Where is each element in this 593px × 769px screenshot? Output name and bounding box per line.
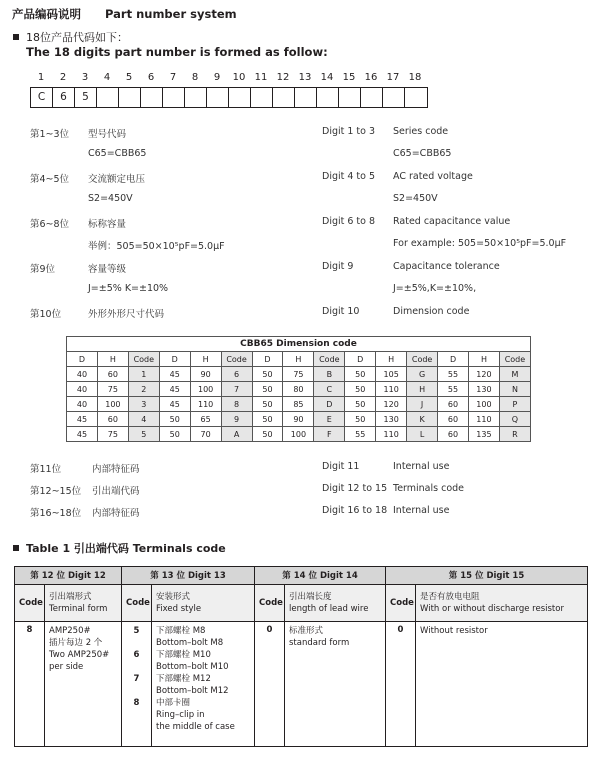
dimension-cell: 40 <box>67 382 98 397</box>
row-text-en: Terminals code <box>393 483 465 494</box>
dimension-cell: 45 <box>159 367 190 382</box>
dimension-cell: D <box>314 397 345 412</box>
dimension-cell: 40 <box>67 367 98 382</box>
row-text-en: Rated capacitance value <box>393 216 511 227</box>
row-label-en: Digit 10 <box>322 306 360 317</box>
digit-box: C <box>31 88 53 107</box>
dimension-cell: 60 <box>438 412 469 427</box>
dimension-cell: 50 <box>345 397 376 412</box>
row-text-cn: 标称容量 <box>88 219 127 230</box>
dimension-header-cell: H <box>190 352 221 367</box>
digit-number: 17 <box>386 72 400 83</box>
dimension-header-cell: H <box>376 352 407 367</box>
digit14-text: 标准形式 standard form <box>285 622 386 747</box>
dimension-cell: 75 <box>97 427 128 442</box>
digit-number: 3 <box>81 72 89 83</box>
dimension-header-cell: Code <box>499 352 530 367</box>
dimension-header-cell: H <box>468 352 499 367</box>
digit-box <box>339 88 361 107</box>
dimension-cell: 45 <box>67 427 98 442</box>
dimension-row <box>67 382 531 397</box>
row-text-en: Series code <box>393 126 449 137</box>
row-text-cn: 容量等级 <box>88 264 127 275</box>
digit-box: 6 <box>53 88 75 107</box>
digit13-codes: 5 6 7 8 <box>122 622 152 747</box>
row-label-cn: 第12~15位 <box>30 486 82 497</box>
digit-boxes <box>30 87 428 108</box>
dimension-cell: A <box>221 427 252 442</box>
digit14-code: 0 <box>255 622 285 747</box>
digit-box <box>119 88 141 107</box>
dimension-cell: 135 <box>468 427 499 442</box>
dimension-cell: 2 <box>128 382 159 397</box>
digit-number: 12 <box>276 72 290 83</box>
digit-number: 10 <box>232 72 246 83</box>
dimension-cell: 3 <box>128 397 159 412</box>
dimension-header-cell: H <box>283 352 314 367</box>
dimension-header-cell: Code <box>128 352 159 367</box>
row-sub-en: For example: 505=50×10⁵pF=5.0μF <box>393 238 567 249</box>
table1-title: Table 1 引出端代码 Terminals code <box>26 542 226 555</box>
dimension-cell: 100 <box>190 382 221 397</box>
dimension-table-title: CBB65 Dimension code <box>67 337 531 352</box>
dimension-cell: 90 <box>190 367 221 382</box>
code-label: Code <box>386 585 416 622</box>
dimension-cell: 55 <box>438 382 469 397</box>
dimension-header-cell: Code <box>314 352 345 367</box>
dimension-cell: 110 <box>468 412 499 427</box>
digit-number: 14 <box>320 72 334 83</box>
dimension-cell: G <box>407 367 438 382</box>
dimension-cell: 60 <box>97 412 128 427</box>
digit12-code: 8 <box>15 622 45 747</box>
dimension-cell: M <box>499 367 530 382</box>
digit14-header: 第 14 位 Digit 14 <box>255 567 386 585</box>
dimension-table-header <box>67 352 531 367</box>
row-label-cn: 第4~5位 <box>30 174 70 185</box>
dimension-header-cell: Code <box>221 352 252 367</box>
dimension-cell: 45 <box>159 397 190 412</box>
dimension-cell: 50 <box>345 412 376 427</box>
dimension-cell: 55 <box>438 367 469 382</box>
dimension-cell: 60 <box>97 367 128 382</box>
dimension-cell: 130 <box>468 382 499 397</box>
dimension-cell: 50 <box>252 367 283 382</box>
digit15-text: Without resistor <box>416 622 588 747</box>
dimension-cell: 40 <box>67 397 98 412</box>
row-sub-en: S2=450V <box>393 193 438 204</box>
digit-number: 13 <box>298 72 312 83</box>
dimension-cell: N <box>499 382 530 397</box>
digit15-code: 0 <box>386 622 416 747</box>
row-text-en: Internal use <box>393 461 450 472</box>
row-label-en: Digit 16 to 18 <box>322 505 388 516</box>
dimension-cell: 110 <box>376 427 407 442</box>
row-text-en: Capacitance tolerance <box>393 261 500 272</box>
dimension-row <box>67 427 531 442</box>
dimension-cell: 65 <box>190 412 221 427</box>
dimension-cell: 9 <box>221 412 252 427</box>
digit12-header: 第 12 位 Digit 12 <box>15 567 122 585</box>
title-cn: 产品编码说明 <box>12 7 81 21</box>
row-label-cn: 第1~3位 <box>30 129 70 140</box>
dimension-cell: Q <box>499 412 530 427</box>
digit-number: 1 <box>37 72 45 83</box>
row-text-cn: 内部特征码 <box>92 464 140 475</box>
dimension-cell: 85 <box>283 397 314 412</box>
dimension-cell: 50 <box>159 427 190 442</box>
digit-box <box>163 88 185 107</box>
row-label-cn: 第16~18位 <box>30 508 82 519</box>
dimension-cell: 50 <box>252 397 283 412</box>
dimension-cell: 6 <box>221 367 252 382</box>
digit-number: 8 <box>191 72 199 83</box>
page-header <box>12 6 257 22</box>
digit12-text: AMP250# 插片每边 2 个 Two AMP250# per side <box>45 622 122 747</box>
code-label: Code <box>15 585 45 622</box>
dimension-cell: 100 <box>97 397 128 412</box>
row-sub-en: J=±5%,K=±10%, <box>393 283 477 294</box>
digit-number: 15 <box>342 72 356 83</box>
dimension-cell: 80 <box>283 382 314 397</box>
row-label-cn: 第11位 <box>30 464 62 475</box>
digit-number: 5 <box>125 72 133 83</box>
digit-box <box>97 88 119 107</box>
dimension-cell: 100 <box>468 397 499 412</box>
dimension-header-cell: D <box>67 352 98 367</box>
dimension-cell: 5 <box>128 427 159 442</box>
dimension-cell: 7 <box>221 382 252 397</box>
code-label: Code <box>122 585 152 622</box>
dimension-cell: C <box>314 382 345 397</box>
row-text-cn: 内部特征码 <box>92 508 140 519</box>
digit-box <box>361 88 383 107</box>
row-label-en: Digit 9 <box>322 261 354 272</box>
digit15-header: 第 15 位 Digit 15 <box>386 567 588 585</box>
intro-cn: 18位产品代码如下： <box>26 31 128 44</box>
dimension-cell: J <box>407 397 438 412</box>
dimension-cell: L <box>407 427 438 442</box>
dimension-cell: 50 <box>345 382 376 397</box>
dimension-cell: K <box>407 412 438 427</box>
intro-en: The 18 digits part number is formed as follow: <box>26 45 328 59</box>
row-sub-cn: 举例：505=50×10⁵pF=5.0μF <box>88 241 225 252</box>
row-label-en: Digit 4 to 5 <box>322 171 376 182</box>
digit-box <box>317 88 339 107</box>
dimension-cell: 110 <box>376 382 407 397</box>
dimension-cell: 45 <box>159 382 190 397</box>
dimension-cell: 90 <box>283 412 314 427</box>
dimension-cell: 120 <box>376 397 407 412</box>
digit-box <box>405 88 427 107</box>
dimension-cell: 50 <box>252 412 283 427</box>
digit-box <box>383 88 405 107</box>
digit-box <box>207 88 229 107</box>
dimension-row <box>67 412 531 427</box>
dimension-cell: 45 <box>67 412 98 427</box>
dimension-cell: 50 <box>345 367 376 382</box>
row-label-en: Digit 12 to 15 <box>322 483 388 494</box>
code-label: Code <box>255 585 285 622</box>
row-text-en: AC rated voltage <box>393 171 473 182</box>
row-label-cn: 第9位 <box>30 264 56 275</box>
digit-number: 7 <box>169 72 177 83</box>
row-label-en: Digit 1 to 3 <box>322 126 376 137</box>
digit-number: 2 <box>59 72 67 83</box>
digit-number: 9 <box>213 72 221 83</box>
digit13-text: 下部螺栓 M8 Bottom–bolt M8 下部螺栓 M10 Bottom–bolt M10 下部螺栓 M12 Bottom–bolt M12 中部卡圈 Ring–clip in the middle of case <box>152 622 255 747</box>
row-label-en: Digit 11 <box>322 461 360 472</box>
dimension-cell: 120 <box>468 367 499 382</box>
title-en: Part number system <box>105 7 237 21</box>
bullet-icon <box>13 34 19 40</box>
dimension-header-cell: D <box>345 352 376 367</box>
digit-box <box>229 88 251 107</box>
digit-number: 11 <box>254 72 268 83</box>
dimension-cell: 50 <box>159 412 190 427</box>
digit-number: 4 <box>103 72 111 83</box>
digit13-header: 第 13 位 Digit 13 <box>122 567 255 585</box>
dimension-cell: F <box>314 427 345 442</box>
row-sub-cn: C65=CBB65 <box>88 148 147 159</box>
digit-box: 5 <box>75 88 97 107</box>
dimension-header-cell: D <box>438 352 469 367</box>
dimension-cell: B <box>314 367 345 382</box>
row-text-cn: 外形外形尺寸代码 <box>88 309 165 320</box>
dimension-cell: 60 <box>438 427 469 442</box>
digit-number: 18 <box>408 72 422 83</box>
dimension-cell: 75 <box>97 382 128 397</box>
dimension-cell: H <box>407 382 438 397</box>
dimension-header-cell: Code <box>407 352 438 367</box>
digit-number: 6 <box>147 72 155 83</box>
digit-box <box>185 88 207 107</box>
row-label-en: Digit 6 to 8 <box>322 216 376 227</box>
dimension-cell: 50 <box>252 382 283 397</box>
digit12-desc: 引出端形式 Terminal form <box>45 585 122 622</box>
digit13-desc: 安装形式 Fixed style <box>152 585 255 622</box>
dimension-cell: 1 <box>128 367 159 382</box>
dimension-cell: 60 <box>438 397 469 412</box>
dimension-row <box>67 367 531 382</box>
dimension-cell: 4 <box>128 412 159 427</box>
bullet-icon <box>13 545 19 551</box>
dimension-cell: 100 <box>283 427 314 442</box>
dimension-cell: P <box>499 397 530 412</box>
digit14-desc: 引出端长度 length of lead wire <box>285 585 386 622</box>
digit-box <box>251 88 273 107</box>
row-sub-en: C65=CBB65 <box>393 148 452 159</box>
row-label-cn: 第10位 <box>30 309 62 320</box>
digit-box <box>295 88 317 107</box>
dimension-header-cell: H <box>97 352 128 367</box>
digit-box <box>273 88 295 107</box>
digit15-desc: 是否有放电电阻 With or without discharge resistor <box>416 585 588 622</box>
dimension-cell: 130 <box>376 412 407 427</box>
dimension-cell: 8 <box>221 397 252 412</box>
dimension-cell: 50 <box>252 427 283 442</box>
dimension-cell: 70 <box>190 427 221 442</box>
row-label-cn: 第6~8位 <box>30 219 70 230</box>
dimension-cell: 55 <box>345 427 376 442</box>
dimension-header-cell: D <box>252 352 283 367</box>
dimension-cell: 105 <box>376 367 407 382</box>
row-sub-cn: S2=450V <box>88 193 133 204</box>
dimension-table <box>66 336 531 442</box>
dimension-cell: 75 <box>283 367 314 382</box>
row-text-cn: 交流额定电压 <box>88 174 146 185</box>
digit-box <box>141 88 163 107</box>
dimension-cell: R <box>499 427 530 442</box>
digit-number: 16 <box>364 72 378 83</box>
row-text-en: Dimension code <box>393 306 470 317</box>
row-text-cn: 引出端代码 <box>92 486 140 497</box>
terminals-table <box>14 566 588 747</box>
dimension-cell: 110 <box>190 397 221 412</box>
dimension-header-cell: D <box>159 352 190 367</box>
dimension-cell: E <box>314 412 345 427</box>
row-sub-cn: J=±5% K=±10% <box>88 283 169 294</box>
dimension-row <box>67 397 531 412</box>
row-text-cn: 型号代码 <box>88 129 127 140</box>
row-text-en: Internal use <box>393 505 450 516</box>
